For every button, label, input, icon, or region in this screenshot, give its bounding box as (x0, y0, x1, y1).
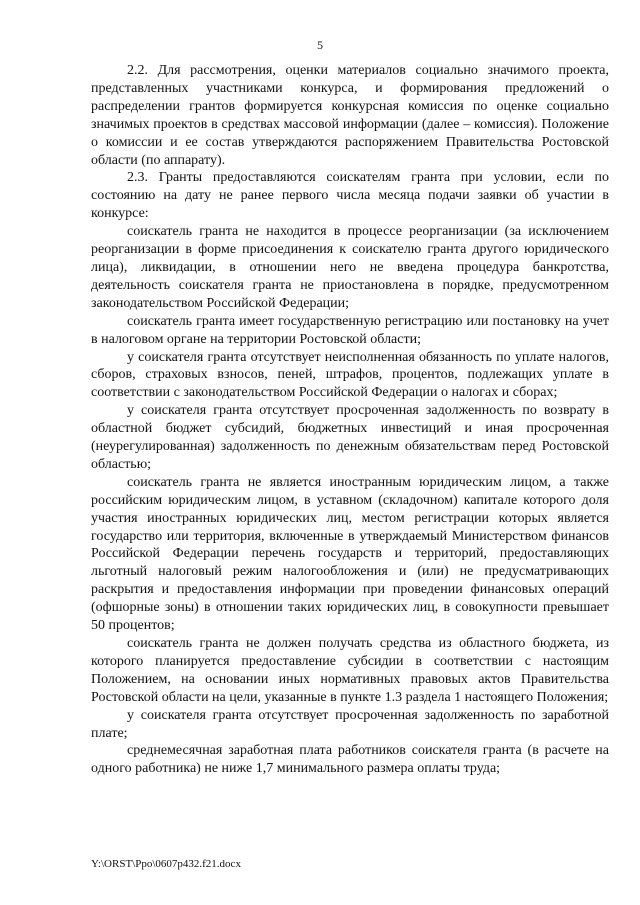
condition-average-salary: среднемесячная заработная плата работников соискателя гранта (в расчете на одного работника) не ниже 1,7 минимального размера оплаты труда; (91, 743, 609, 777)
condition-no-budget-debt: у соискателя гранта отсутствует просроченная задолженность по возврату в областной бюджет субсидий, бюджетных инвестиций и иная просроченная (неурегулированная) задолженность по денежным обязательствам перед Ростовской областью; (91, 403, 609, 472)
document-body (91, 62, 609, 778)
condition-no-other-funding: соискатель гранта не должен получать средства из областного бюджета, из которого планируется предоставление субсидии в соответствии с настоящим Положением, на основании иных нормативных правовых актов Правительства Ростовской области на цели, указанные в пункте 1.3 раздела 1 настоящего Положения; (91, 636, 609, 705)
paragraph-2-2: 2.2. Для рассмотрения, оценки материалов социально значимого проекта, представленных участниками конкурса, и формирования предложений о распределении грантов формируется конкурсная комиссия по оценке социально значимых проектов в средствах массовой информации (далее – комиссия). Положение о комиссии и ее состав утверждаются распоряжением Правительства Ростовской области (по аппарату). (91, 63, 609, 168)
condition-no-tax-debt: у соискателя гранта отсутствует неисполненная обязанность по уплате налогов, сборов, страховых взносов, пеней, штрафов, процентов, подлежащих уплате в соответствии с законодательством Российской Федерации о налогах и сборах; (91, 349, 609, 401)
condition-no-salary-debt: у соискателя гранта отсутствует просроченная задолженность по заработной плате; (91, 707, 609, 741)
condition-registration: соискатель гранта имеет государственную регистрацию или постановку на учет в налоговом органе на территории Ростовской области; (91, 313, 609, 347)
paragraph-2-3: 2.3. Гранты предоставляются соискателям гранта при условии, если по состоянию на дату не ранее первого числа месяца подачи заявки об участии в конкурсе: (91, 170, 609, 222)
condition-not-foreign-entity: соискатель гранта не является иностранным юридическим лицом, а также российским юридическим лицом, в уставном (складочном) капитале которого доля участия иностранных юридических лиц, местом регистрации которых является государство или территория, включенные в утверждаемый Министерством финансов Российской Федерации перечень государств и территорий, предоставляющих льготный налоговый режим налогообложения и (или) не предусматривающих раскрытия и предоставления информации при проведении финансовых операций (офшорные зоны) в отношении таких юридических лиц, в совокупности превышает 50 процентов; (91, 474, 609, 634)
page-number: 5 (317, 38, 323, 52)
condition-no-reorganization: соискатель гранта не находится в процессе реорганизации (за исключением реорганизации в форме присоединения к соискателю гранта другого юридического лица), ликвидации, в отношении него не введена процедура банкротства, деятельность соискателя гранта не приостановлена в порядке, предусмотренном законодательством Российской Федерации; (91, 224, 609, 311)
footer-file-path: Y:\ORST\Ppo\0607p432.f21.docx (91, 858, 241, 870)
